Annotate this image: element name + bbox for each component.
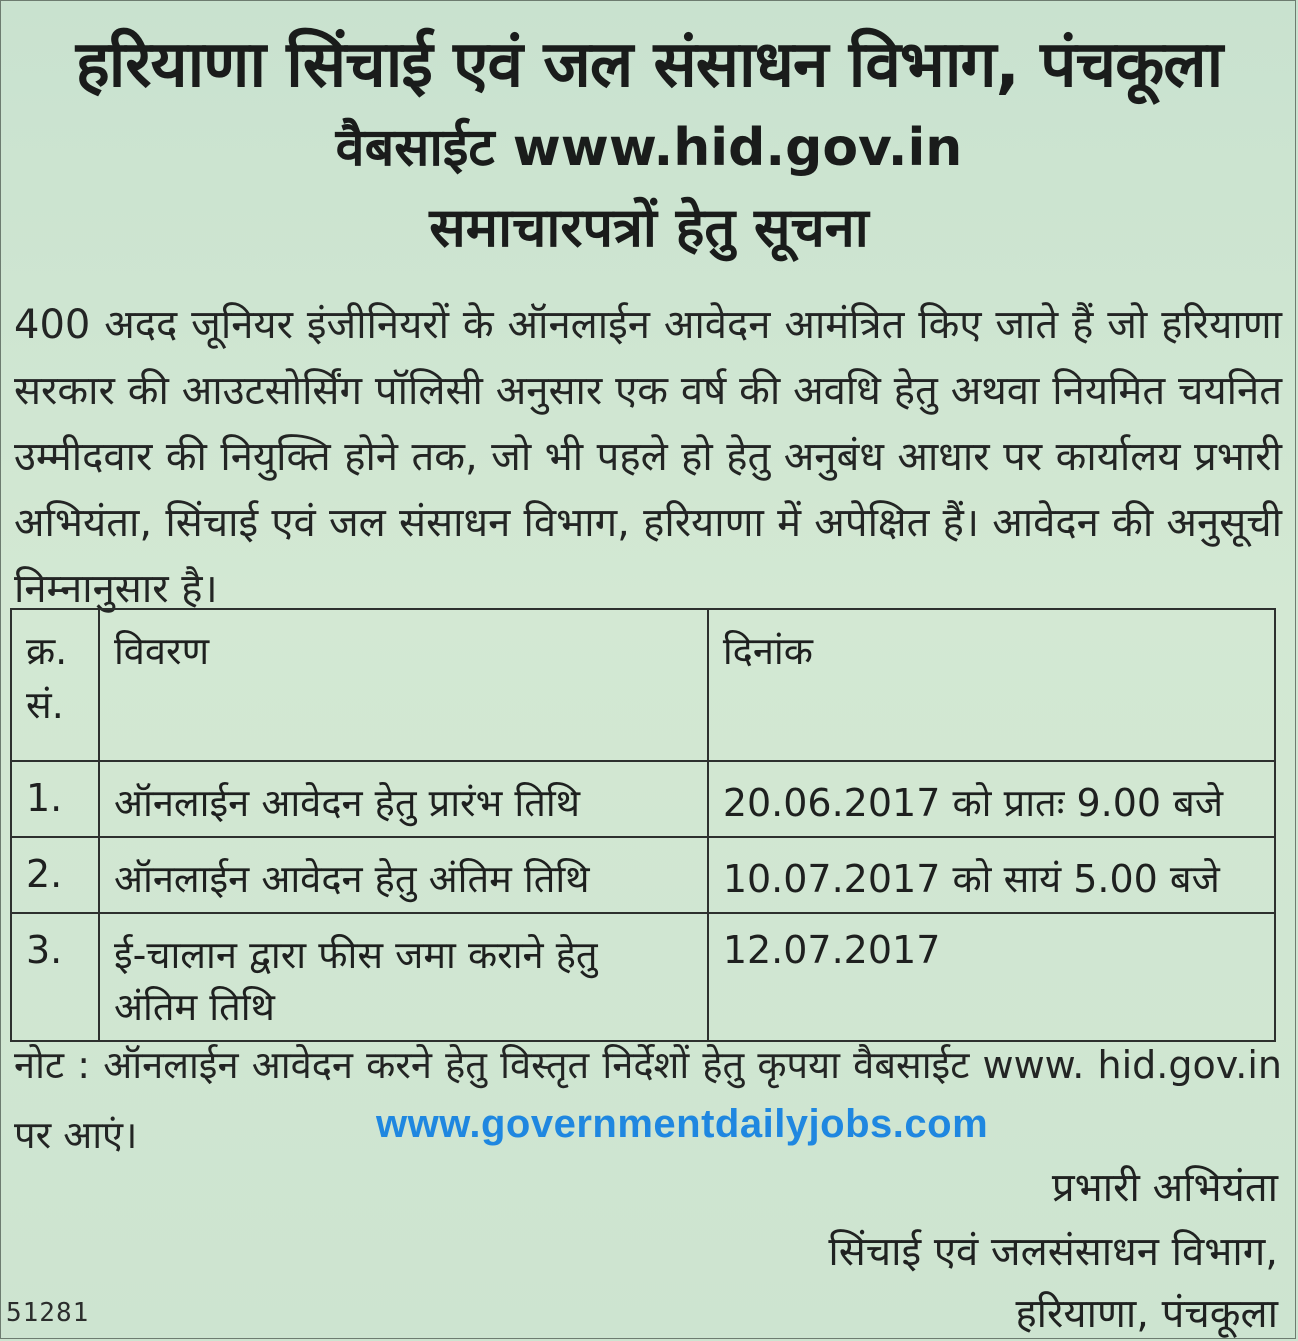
row-date: 12.07.2017	[708, 913, 1275, 1041]
signature-department: सिंचाई एवं जलसंसाधन विभाग,	[828, 1229, 1278, 1275]
notice-heading: समाचारपत्रों हेतु सूचना	[429, 196, 869, 259]
signature-location: हरियाणा, पंचकूला	[1015, 1291, 1278, 1337]
row-serial: 1.	[11, 761, 99, 837]
schedule-table	[10, 608, 1276, 1042]
row-serial: 3.	[11, 913, 99, 1041]
row-date: 10.07.2017 को सायं 5.00 बजे	[708, 837, 1275, 913]
row-description: ऑनलाईन आवेदन हेतु अंतिम तिथि	[99, 837, 708, 913]
note-text: नोट : ऑनलाईन आवेदन करने हेतु विस्तृत निर्देशों हेतु कृपया वैबसाईट www. hid.gov.in पर आएं।	[14, 1043, 1282, 1157]
notice-paragraph: 400 अदद जूनियर इंजीनियरों के ऑनलाईन आवेदन आमंत्रित किए जाते हैं जो हरियाणा सरकार की आउटसोर्सिंग पॉलिसी अनुसार एक वर्ष की अवधि हेतु अथवा नियमित चयनित उम्मीदवार की नियुक्ति होने तक, जो भी पहले हो हेतु अनुबंध आधार पर कार्यालय प्रभारी अभियंता, सिंचाई एवं जल संसाधन विभाग, हरियाणा में अपेक्षित हैं। आवेदन की अनुसूची निम्नानुसार है।	[14, 302, 1282, 612]
website-watermark: www.governmentdailyjobs.com	[376, 1102, 989, 1146]
row-serial: 2.	[11, 837, 99, 913]
table-row	[11, 837, 1275, 913]
table-row	[11, 913, 1275, 1041]
header-serial-number	[11, 609, 99, 761]
table-header-row	[11, 609, 1275, 761]
signature-designation: प्रभारी अभियंता	[1051, 1165, 1278, 1211]
table-row	[11, 761, 1275, 837]
row-description: ऑनलाईन आवेदन हेतु प्रारंभ तिथि	[99, 761, 708, 837]
header-serial-line1: क्र.	[26, 629, 68, 673]
header-description: विवरण	[99, 609, 708, 761]
header-date: दिनांक	[708, 609, 1275, 761]
row-description: ई-चालान द्वारा फीस जमा कराने हेतु अंतिम तिथि	[99, 913, 708, 1041]
row-date: 20.06.2017 को प्रातः 9.00 बजे	[708, 761, 1275, 837]
website-line: वैबसाईट www.hid.gov.in	[335, 118, 963, 178]
advertisement-code: 51281	[6, 1298, 90, 1328]
header-serial-line2: सं.	[26, 683, 64, 727]
department-title: हरियाणा सिंचाई एवं जल संसाधन विभाग, पंचकूला	[75, 28, 1223, 102]
